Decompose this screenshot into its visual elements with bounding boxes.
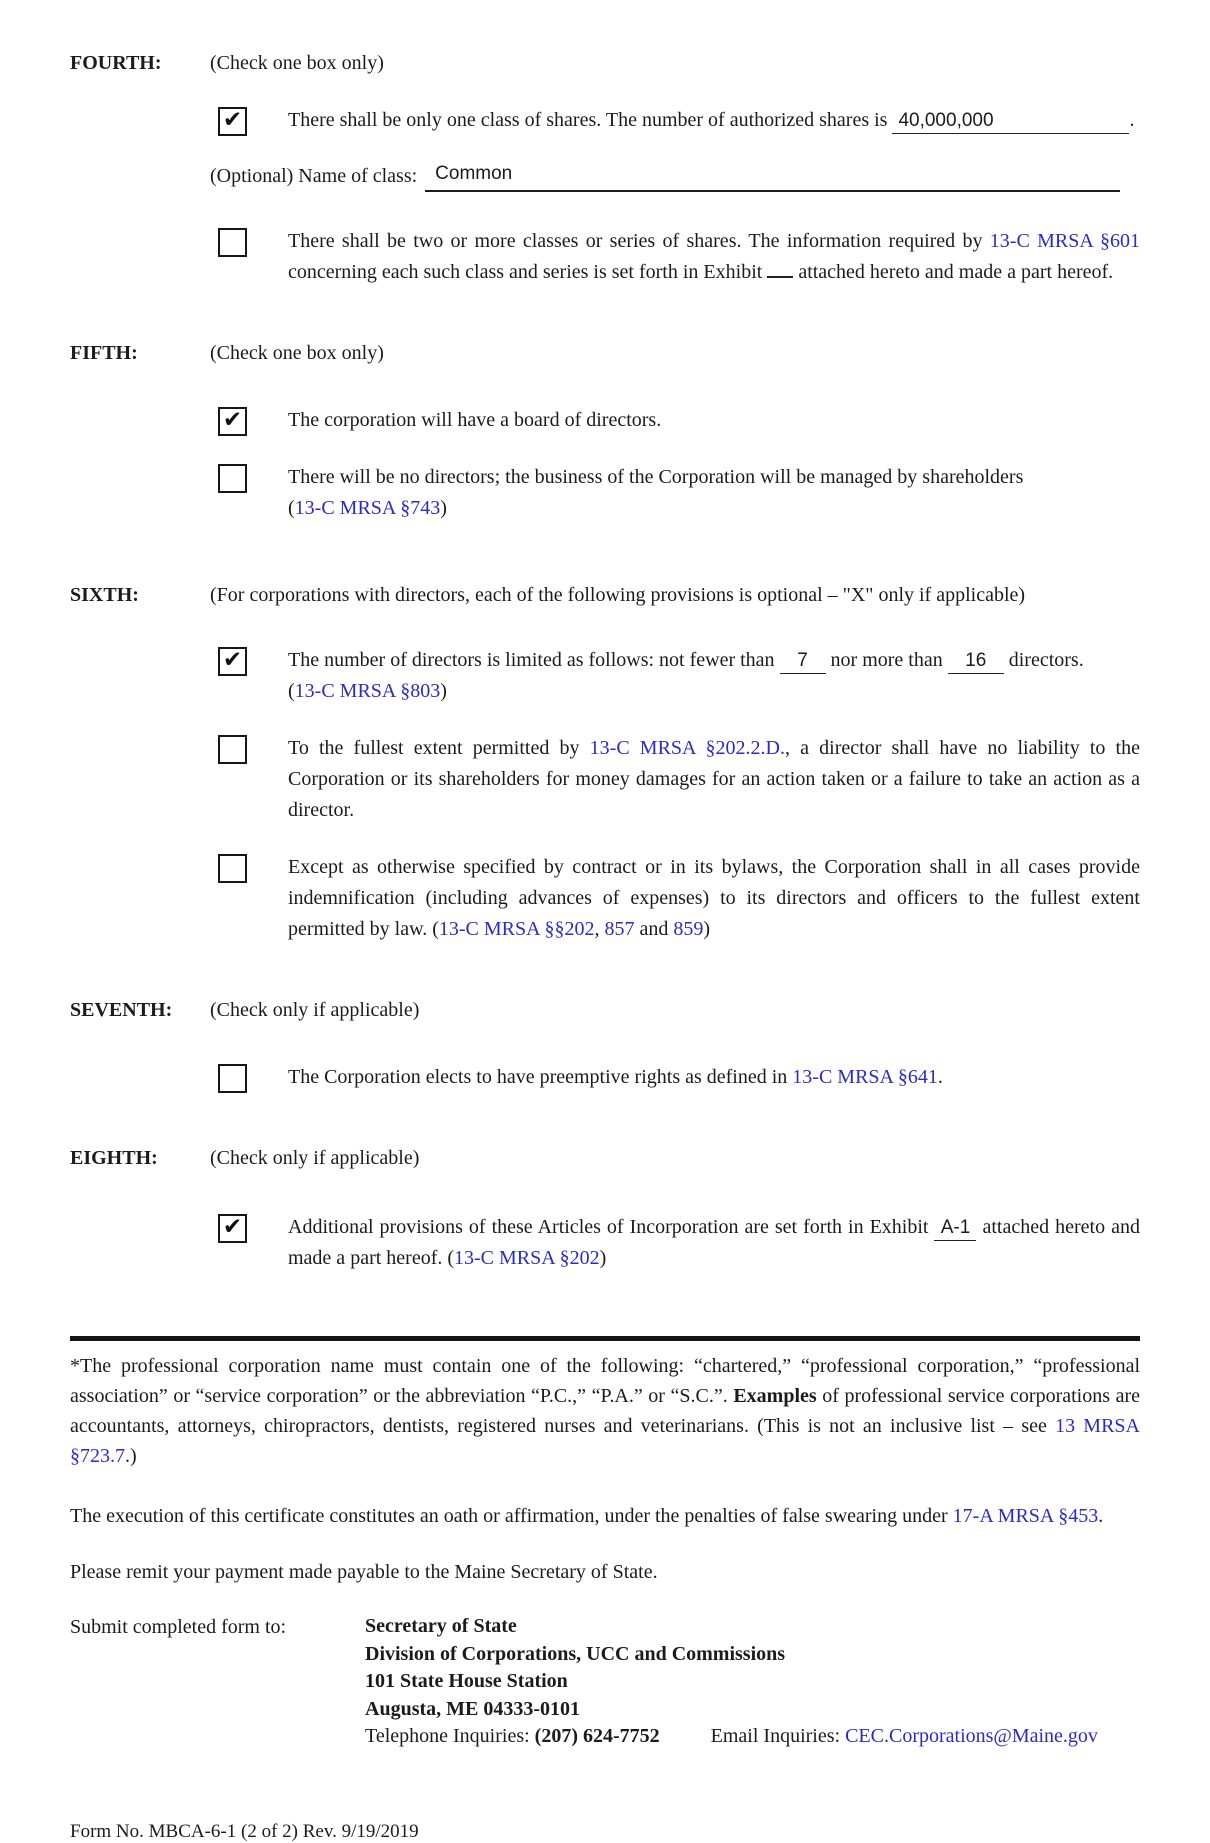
section-label: FOURTH: — [70, 52, 162, 74]
section-eighth — [70, 1147, 1140, 1274]
section-seventh-header — [70, 999, 1140, 1022]
statute-link-13c-mrsa-601[interactable]: 13-C MRSA §601 — [989, 230, 1140, 252]
text-run: To the fullest extent permitted by — [288, 737, 590, 759]
section-label: SEVENTH: — [70, 999, 173, 1021]
text-run: concerning each such class and series is set forth in Exhibit — [288, 261, 768, 283]
section-seventh — [70, 999, 1140, 1093]
no-directors-checkbox[interactable] — [218, 464, 247, 493]
text-run: Additional provisions of these Articles of Incorporation are set forth in Exhibit — [288, 1216, 935, 1238]
checkbox-row — [218, 645, 1140, 707]
statute-link-857[interactable]: 857 — [604, 918, 635, 940]
professional-corporation-footnote — [70, 1351, 1140, 1471]
text-run: ) — [599, 1247, 607, 1269]
row-text — [288, 1212, 1140, 1274]
row-text — [288, 645, 1140, 707]
checkbox-row — [218, 1062, 1140, 1093]
max-directors-value[interactable]: 16 — [948, 650, 1004, 674]
section-fourth-header — [70, 52, 1140, 75]
row-text — [288, 1062, 1140, 1093]
section-instruction: (For corporations with directors, each of the following provisions is optional – "X" only if applicable) — [210, 584, 1026, 606]
text-run: There will be no directors; the business of the Corporation will be managed by shareholders — [288, 466, 1024, 488]
address-line: Augusta, ME 04333-0101 — [365, 1697, 581, 1720]
text-run: The execution of this certificate constitutes an oath or affirmation, under the penalties of false swearing under — [70, 1505, 953, 1527]
statute-link-13c-mrsa-202[interactable]: 13-C MRSA §§202 — [438, 918, 595, 940]
text-run: directors. — [1003, 649, 1084, 671]
text-run: nor more than — [825, 649, 948, 671]
text-run: ( — [288, 680, 295, 702]
text-run: , — [594, 918, 605, 940]
text-run: . — [937, 1066, 943, 1088]
submit-to-label: Submit completed form to: — [70, 1616, 287, 1638]
email-group — [711, 1725, 1098, 1747]
text-run: ) — [703, 918, 711, 940]
checkbox-row — [218, 852, 1140, 945]
exhibit-name-value[interactable]: A-1 — [934, 1217, 976, 1241]
text-run: There shall be two or more classes or series of shares. The information required by — [288, 230, 990, 252]
telephone-inquiries-label: Telephone Inquiries: — [365, 1725, 530, 1747]
submit-block — [70, 1613, 1140, 1751]
class-name-field[interactable] — [425, 158, 1120, 192]
checkbox-row — [218, 105, 1140, 136]
min-directors-value[interactable]: 7 — [780, 650, 826, 674]
text-run: of professional service corporations are accountants, attorneys, chiropractors, dentists, registered nurses and veterinarians. (This is not an inclusive list – see — [70, 1385, 1140, 1437]
section-fifth — [70, 342, 1140, 524]
additional-provisions-checkbox[interactable]: ✔ — [218, 1214, 247, 1243]
text-run: ) — [440, 497, 447, 519]
text-run: and — [634, 918, 674, 940]
no-liability-checkbox[interactable] — [218, 735, 247, 764]
bold-text: Examples — [733, 1385, 817, 1407]
section-instruction: (Check only if applicable) — [210, 1147, 420, 1169]
payment-instruction: Please remit your payment made payable to the Maine Secretary of State. — [70, 1561, 658, 1583]
row-text — [288, 852, 1140, 945]
telephone-number: (207) 624-7752 — [534, 1725, 660, 1747]
form-number-footer: Form No. MBCA-6-1 (2 of 2) Rev. 9/19/2019 — [70, 1820, 419, 1842]
section-fifth-header — [70, 342, 1140, 365]
text-run: Except as otherwise specified by contract or in its bylaws, the Corporation shall in all cases provide indemnification (including advances of expenses) to its directors and officers to the fullest extent permitted by law. ( — [288, 856, 1140, 940]
statute-link-13c-mrsa-202-b[interactable]: 13-C MRSA §202 — [454, 1247, 600, 1269]
checkbox-row — [218, 733, 1140, 826]
section-label: SIXTH: — [70, 584, 139, 606]
statute-link-13c-mrsa-743[interactable]: 13-C MRSA §743 — [294, 497, 441, 519]
text-run: There shall be only one class of shares. The number of authorized shares is — [288, 109, 893, 131]
email-link[interactable]: CEC.Corporations@Maine.gov — [845, 1725, 1098, 1747]
checkbox-row — [218, 462, 1140, 524]
section-label: FIFTH: — [70, 342, 138, 364]
class-name-value[interactable]: Common — [435, 163, 513, 184]
section-instruction: (Check one box only) — [210, 52, 384, 74]
secretary-address — [365, 1613, 1098, 1751]
statute-link-13c-mrsa-641[interactable]: 13-C MRSA §641 — [792, 1066, 938, 1088]
text-run: attached hereto and made a part hereof. ( — [288, 1216, 1140, 1269]
contact-line — [365, 1723, 1098, 1751]
text-run: , a director shall have no liability to the Corporation or its shareholders for money damages for an action taken or a failure to take an action as a director. — [288, 737, 1140, 821]
section-instruction: (Check one box only) — [210, 342, 384, 364]
address-line: Division of Corporations, UCC and Commissions — [365, 1642, 786, 1665]
statute-link-17a-mrsa-453[interactable]: 17-A MRSA §453 — [952, 1505, 1099, 1527]
preemptive-rights-checkbox[interactable] — [218, 1064, 247, 1093]
indemnification-checkbox[interactable] — [218, 854, 247, 883]
section-divider-rule — [70, 1336, 1140, 1341]
section-label: EIGHTH: — [70, 1147, 158, 1169]
section-sixth — [70, 584, 1140, 945]
text-run: ) — [440, 680, 447, 702]
address-line: 101 State House Station — [365, 1670, 568, 1692]
exhibit-blank[interactable] — [767, 257, 793, 278]
oath-statement — [70, 1501, 1140, 1531]
multiple-classes-checkbox[interactable] — [218, 228, 247, 257]
checkbox-row — [218, 1212, 1140, 1274]
optional-class-name-line — [210, 158, 1120, 192]
statute-link-13-mrsa-723-7[interactable]: 13 MRSA §723.7 — [70, 1415, 1140, 1467]
one-class-of-shares-checkbox[interactable]: ✔ — [218, 107, 247, 136]
row-text — [288, 105, 1140, 136]
text-run: The Corporation elects to have preemptive rights as defined in — [288, 1066, 793, 1088]
statute-link-859[interactable]: 859 — [673, 918, 704, 940]
text-run: .) — [125, 1445, 137, 1467]
text-run: The number of directors is limited as follows: not fewer than — [288, 649, 780, 671]
section-fourth — [70, 52, 1140, 288]
row-text — [288, 226, 1140, 288]
section-eighth-header — [70, 1147, 1140, 1170]
text-run: The corporation will have a board of directors. — [288, 409, 662, 431]
checkbox-row — [218, 405, 1140, 436]
statute-link-13c-mrsa-803[interactable]: 13-C MRSA §803 — [294, 680, 441, 702]
text-run: . — [1129, 109, 1135, 131]
statute-link-13c-mrsa-202-2d[interactable]: 13-C MRSA §202.2.D. — [589, 737, 785, 759]
authorized-shares-value[interactable]: 40,000,000 — [892, 110, 1129, 134]
limited-directors-checkbox[interactable]: ✔ — [218, 647, 247, 676]
section-sixth-header — [70, 584, 1140, 607]
text-run: attached hereto and made a part hereof. — [793, 261, 1114, 283]
text-run: . — [1098, 1505, 1104, 1527]
optional-class-name-label: (Optional) Name of class: — [210, 165, 418, 187]
email-inquiries-label: Email Inquiries: — [710, 1725, 841, 1747]
text-run: *The professional corporation name must contain one of the following: “chartered,” “professional corporation,” “professional association” or “service corporation” or the abbreviation “P.C.,” “P.A.” or “S.C.”. — [70, 1355, 1140, 1407]
row-text — [288, 462, 1140, 524]
board-of-directors-checkbox[interactable]: ✔ — [218, 407, 247, 436]
address-line: Secretary of State — [365, 1615, 517, 1637]
row-text — [288, 733, 1140, 826]
checkbox-row — [218, 226, 1140, 288]
section-instruction: (Check only if applicable) — [210, 999, 420, 1021]
text-run: ( — [288, 497, 295, 519]
row-text — [288, 405, 1140, 436]
